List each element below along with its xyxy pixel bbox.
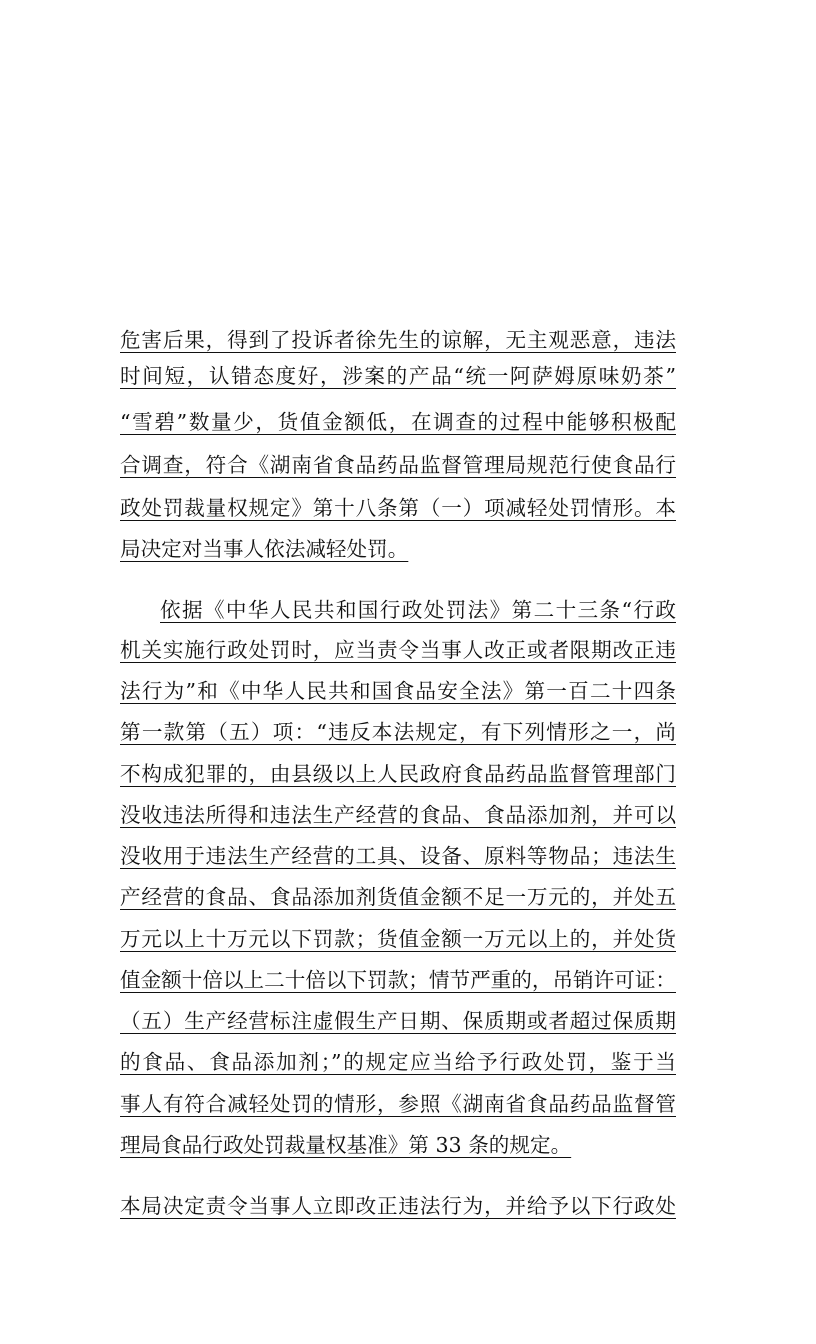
paragraph-1-line-2: 时间短，认错态度好，涉案的产品“统一阿萨姆原味奶茶” bbox=[120, 364, 676, 388]
paragraph-2-line-10: 值金额十倍以上二十倍以下罚款；情节严重的，吊销许可证： bbox=[120, 968, 676, 992]
paragraph-1-line-1: 危害后果，得到了投诉者徐先生的谅解，无主观恶意，违法 bbox=[120, 328, 676, 352]
paragraph-2-line-4: 第一款第（五）项：“违反本法规定，有下列情形之一，尚 bbox=[120, 720, 676, 744]
paragraph-1-line-3: “雪碧”数量少，货值金额低，在调查的过程中能够积极配 bbox=[120, 410, 676, 434]
paragraph-2-line-6: 没收违法所得和违法生产经营的食品、食品添加剂，并可以 bbox=[120, 803, 676, 827]
paragraph-3-line-1: 本局决定责令当事人立即改正违法行为，并给予以下行政处 bbox=[120, 1194, 676, 1218]
paragraph-2-line-1: 依据《中华人民共和国行政处罚法》第二十三条“行政 bbox=[160, 598, 676, 622]
paragraph-2-line-8: 产经营的食品、食品添加剂货值金额不足一万元的，并处五 bbox=[120, 885, 676, 909]
paragraph-2-line-3: 法行为”和《中华人民共和国食品安全法》第一百二十四条 bbox=[120, 679, 676, 703]
paragraph-2-line-9: 万元以上十万元以下罚款；货值金额一万元以上的，并处货 bbox=[120, 927, 676, 951]
paragraph-2-line-13: 事人有符合减轻处罚的情形，参照《湖南省食品药品监督管 bbox=[120, 1092, 676, 1116]
paragraph-1-line-6: 局决定对当事人依法减轻处罚。 bbox=[120, 537, 409, 561]
paragraph-2-line-12: 的食品、食品添加剂；”的规定应当给予行政处罚，鉴于当 bbox=[120, 1050, 676, 1074]
paragraph-2-line-7: 没收用于违法生产经营的工具、设备、原料等物品；违法生 bbox=[120, 844, 676, 868]
paragraph-2-line-11: （五）生产经营标注虚假生产日期、保质期或者超过保质期 bbox=[120, 1009, 676, 1033]
paragraph-2-line-2: 机关实施行政处罚时，应当责令当事人改正或者限期改正违 bbox=[120, 638, 676, 662]
paragraph-2-line-14: 理局食品行政处罚裁量权基准》第 33 条的规定。 bbox=[120, 1133, 572, 1157]
paragraph-1-line-4: 合调查，符合《湖南省食品药品监督管理局规范行使食品行 bbox=[120, 453, 676, 477]
paragraph-1-line-5: 政处罚裁量权规定》第十八条第（一）项减轻处罚情形。本 bbox=[120, 496, 676, 520]
paragraph-2-line-5: 不构成犯罪的，由县级以上人民政府食品药品监督管理部门 bbox=[120, 762, 676, 786]
